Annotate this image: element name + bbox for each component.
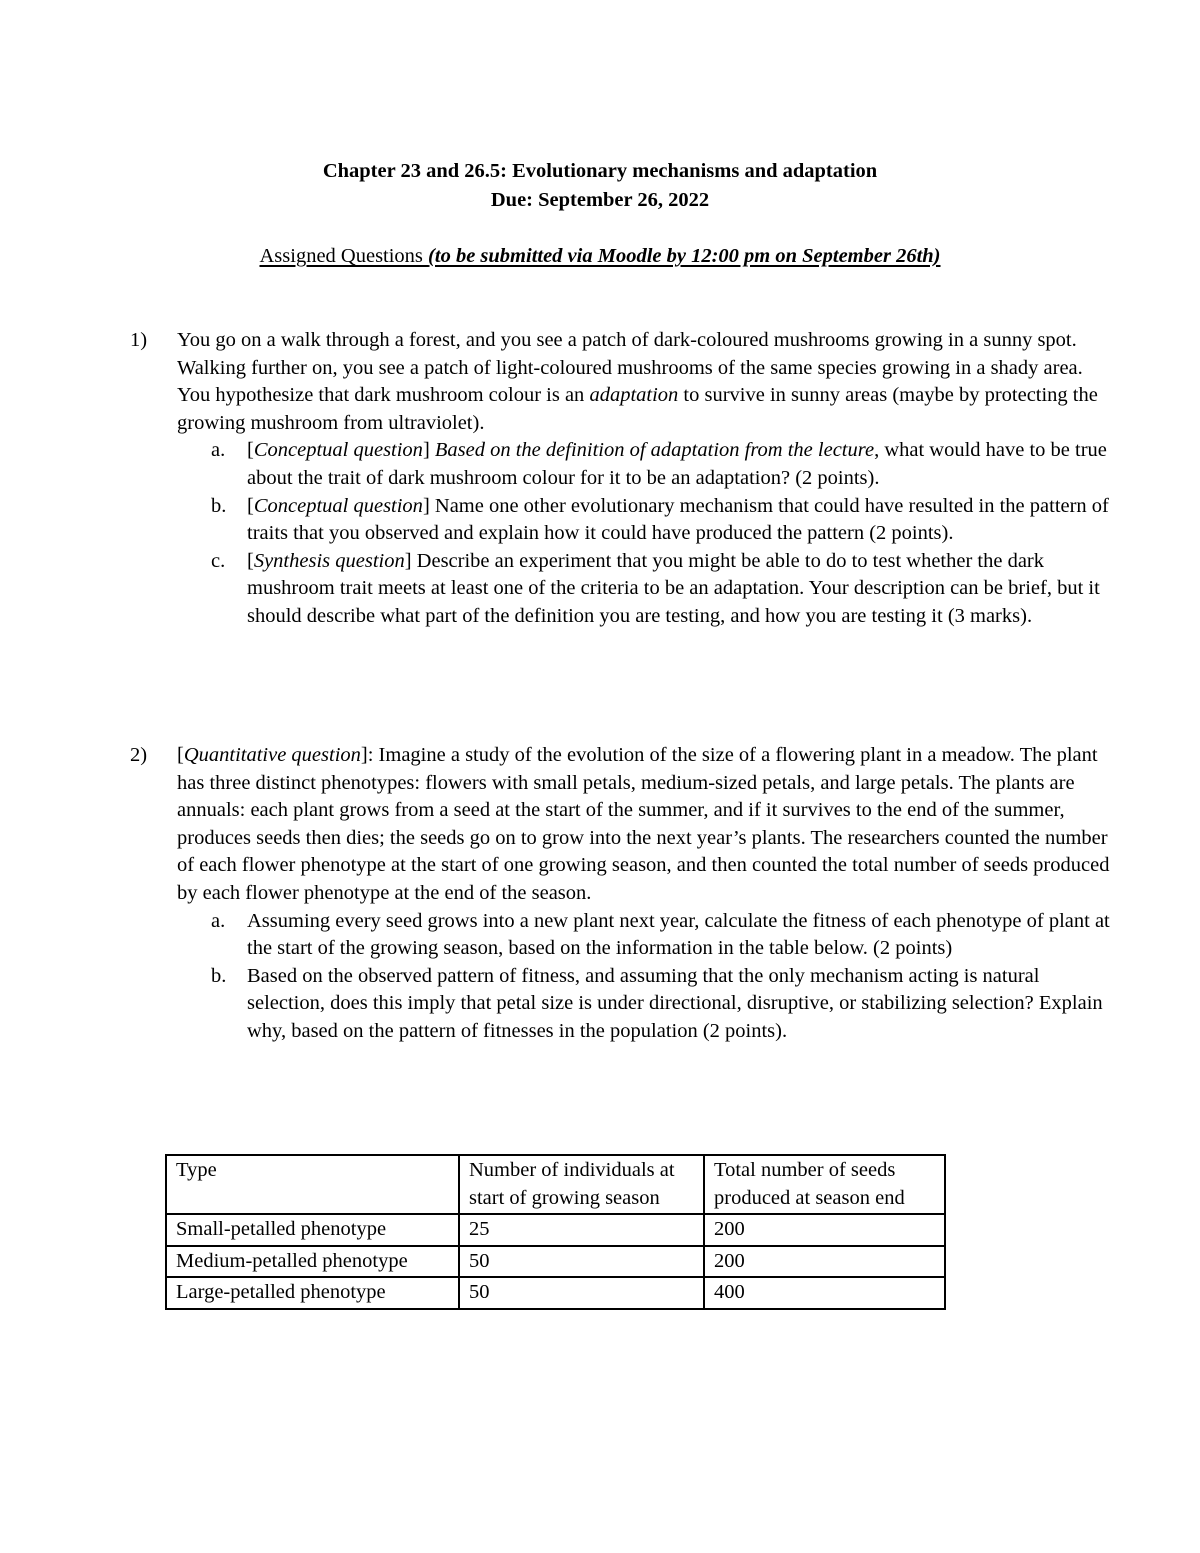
table-cell: 25 — [459, 1214, 704, 1246]
question-1-emphasis: adaptation — [589, 384, 679, 407]
question-2b-text: Based on the observed pattern of fitness, and assuming that the only mechanism acting is natural selection, does this imply that petal size is under directional, disruptive, or stabilizing selection? Explain why, based on the pattern of fitnesses in the population (2 points). — [247, 964, 1103, 1042]
question-1a — [211, 437, 1110, 492]
document-title: Chapter 23 and 26.5: Evolutionary mechanisms and adaptation — [322, 160, 878, 182]
assigned-label: Assigned Questions — [259, 245, 429, 267]
sub-letter: c. — [211, 549, 226, 572]
phenotype-table — [165, 1154, 946, 1310]
question-1-text — [177, 327, 1110, 437]
question-number: 2) — [130, 744, 148, 766]
sub-letter: b. — [211, 964, 227, 987]
table-header-cell: Total number of seeds produced at season end — [704, 1155, 945, 1214]
question-2 — [130, 742, 1110, 1046]
bracket-open: [ — [177, 744, 184, 766]
table-row — [166, 1214, 945, 1246]
bracket-open: [ — [247, 439, 254, 462]
question-2b — [211, 963, 1110, 1046]
question-type-tag: Conceptual question — [253, 494, 423, 517]
question-1-body: You go on a walk through a forest, and you see a patch of dark-coloured mushrooms growing in a sunny spot. Walking further on, you see a patch of light-coloured mushrooms of the same species growing in a shady area. You hypothesize that dark mushroom colour is an — [177, 329, 1083, 407]
table-cell: Small-petalled phenotype — [166, 1214, 459, 1246]
sub-letter: a. — [211, 439, 226, 462]
table-cell: 50 — [459, 1277, 704, 1309]
question-2a — [211, 908, 1110, 963]
table-cell: Medium-petalled phenotype — [166, 1246, 459, 1278]
due-date: Due: September 26, 2022 — [490, 189, 710, 211]
question-type-tag: Conceptual question — [253, 439, 423, 462]
submission-note: (to be submitted via Moodle by 12:00 pm on September 26th) — [428, 245, 941, 267]
question-number: 1) — [130, 329, 148, 351]
question-1c-text: Describe an experiment that you might be able to do to test whether the dark mushroom trait meets at least one of the criteria to be an adaptation. Your description can be brief, but it should describe what part of the definition you are testing, and how you are testing it (3 marks). — [247, 549, 1100, 627]
question-1 — [130, 327, 1110, 631]
bracket-open: [ — [247, 549, 254, 572]
bracket-close: ] — [404, 549, 417, 572]
bracket-open: [ — [247, 494, 254, 517]
table-row — [166, 1246, 945, 1278]
question-1c — [211, 548, 1110, 631]
table-cell: 50 — [459, 1246, 704, 1278]
bracket-close: ] — [422, 494, 435, 517]
table-header-cell: Type — [166, 1155, 459, 1214]
question-1a-emphasis: Based on the definition of adaptation from the lecture — [434, 439, 875, 462]
question-2a-text: Assuming every seed grows into a new plant next year, calculate the fitness of each phenotype of plant at the start of the growing season, based on the information in the table below. (2 points) — [247, 909, 1110, 960]
table-row — [166, 1277, 945, 1309]
question-2-body: : Imagine a study of the evolution of the size of a flowering plant in a meadow. The plant has three distinct phenotypes: flowers with small petals, medium-sized petals, and large petals. The plants are annuals: each plant grows from a seed at the start of the summer, and if it survives to the end of the summer, produces seeds then dies; the seeds go on to grow into the next year’s plants. The researchers counted the number of each flower phenotype at the start of one growing season, and then counted the total number of seeds produced by each flower phenotype at the end of the season. — [177, 744, 1110, 904]
question-2-text — [177, 742, 1110, 908]
question-type-tag: Synthesis question — [253, 549, 405, 572]
bracket-close: ] — [360, 744, 368, 766]
bracket-close: ] — [422, 439, 435, 462]
question-1b-text: Name one other evolutionary mechanism that could have resulted in the pattern of traits that you observed and explain how it could have produced the pattern (2 points). — [247, 494, 1109, 545]
assigned-questions-heading — [0, 243, 1200, 271]
table-header-cell: Number of individuals at start of growing season — [459, 1155, 704, 1214]
table-cell: Large-petalled phenotype — [166, 1277, 459, 1309]
table-cell: 200 — [704, 1246, 945, 1278]
sub-letter: b. — [211, 494, 227, 517]
question-1-body-end: to survive in sunny areas (maybe by protecting the growing mushroom from ultraviolet). — [177, 384, 1098, 434]
sub-letter: a. — [211, 909, 226, 932]
question-1a-text: , what would have to be true about the trait of dark mushroom colour for it to be an adaptation? (2 points). — [247, 439, 1107, 489]
question-type-tag: Quantitative question — [183, 744, 361, 766]
table-cell: 200 — [704, 1214, 945, 1246]
question-1b — [211, 493, 1110, 548]
table-cell: 400 — [704, 1277, 945, 1309]
table-header-row — [166, 1155, 945, 1214]
